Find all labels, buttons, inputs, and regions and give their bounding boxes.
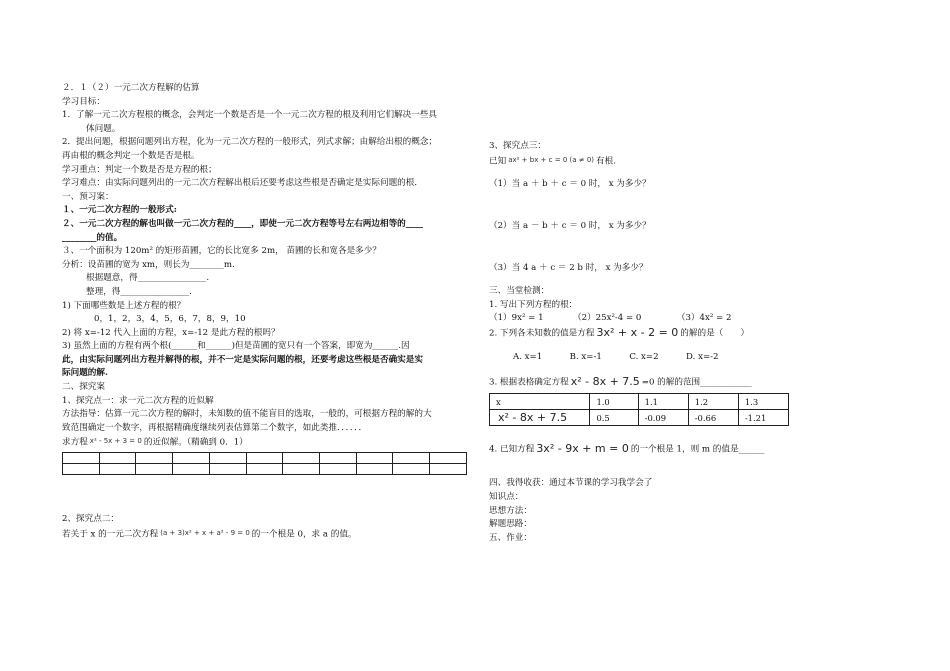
analysis-equation: 根据题意，得________________. (86, 273, 210, 284)
check-q1: 1. 写出下列方程的根： (489, 299, 578, 310)
table-cell: x (490, 394, 590, 410)
solving-ideas: 解题思路： (489, 519, 532, 530)
check-q1-items (489, 312, 789, 326)
goal-1: 1．了解一元二次方程根的概念，会判定一个数是否是一个一元二次方程的根及利用它们解决一些具 (62, 110, 438, 121)
goal-1-cont: 体问题。 (86, 123, 121, 134)
goals-heading: 学习目标： (62, 96, 105, 107)
given-suffix: 有根. (596, 155, 616, 166)
table-cell: 1.3 (738, 394, 788, 410)
explore-heading: 二、探究案 (62, 382, 105, 393)
check-q3 (489, 375, 789, 390)
table-cell[interactable] (246, 453, 283, 464)
table-cell[interactable] (393, 453, 430, 464)
table-cell[interactable] (283, 464, 320, 475)
right-column (489, 140, 789, 545)
task-suffix: 的一个根是 0，求 a 的值。 (251, 529, 357, 540)
table-cell: -1.21 (738, 410, 788, 426)
table-cell[interactable] (209, 453, 246, 464)
table-cell[interactable] (246, 464, 283, 475)
key-point: 学习重点：判定一个数是否是方程的根； (62, 164, 217, 175)
check-q1-b: （2）25x²-4 = 0 (573, 313, 642, 324)
table-cell[interactable] (283, 453, 320, 464)
table-cell: 1.0 (590, 394, 638, 410)
goal-2-cont: 再由根的概念判定一个数是否是根。 (62, 150, 200, 161)
table-cell: -0.66 (688, 410, 738, 426)
approx-task-suffix: 的近似解。（精确到 0．1） (143, 437, 248, 448)
given-prefix: 已知 (489, 155, 507, 166)
estimate-table (489, 393, 789, 426)
sub-q3-conclusion-cont: 际问题的解. (62, 368, 108, 379)
case-3: （3）当 4 a ＋ c ＝ 2 b 时， x 为多少？ (489, 262, 648, 273)
sub-q1: 1) 下面哪些数是上述方程的根？ (62, 300, 186, 311)
check-q2 (489, 326, 789, 341)
analysis-simplify: 整理，得________________. (86, 286, 192, 297)
knowledge-points: 知识点： (489, 491, 524, 502)
table-cell (490, 410, 590, 426)
table-cell: 0.5 (590, 410, 638, 426)
difficulty: 学习难点：由实际问题列出的一元二次方程解出根后还要考虑这些根是否确定是实际问题的根． (62, 178, 423, 189)
check-q4 (489, 442, 789, 457)
harvest-heading: 四、我得收获：通过本节课的学习我学会了 (489, 478, 653, 489)
left-column (62, 82, 480, 542)
table-cell[interactable] (63, 464, 100, 475)
task-prefix: 若关于 x 的一元二次方程 (62, 529, 159, 540)
table-cell[interactable] (173, 464, 210, 475)
table-cell: 1.2 (688, 394, 738, 410)
preview-q3: ３、一个面积为 120m² 的矩形苗圃，它的长比宽多 2m， 苗圃的长和宽各是多少？ (62, 246, 381, 257)
table-cell[interactable] (320, 464, 357, 475)
table-cell[interactable] (99, 464, 136, 475)
check-q1-c: （3）4x² = 2 (676, 313, 732, 324)
general-form-equation: ax² + bx + c = 0 (a ≠ 0) (508, 155, 595, 164)
thinking-methods: 思想方法： (489, 505, 532, 516)
check-q2-options (489, 351, 789, 365)
table-cell[interactable] (393, 464, 430, 475)
check-q3-suffix: =0 的解的范围____________ (641, 376, 752, 387)
check-q4-suffix: 的一个根是 1，则 m 的值是______ (630, 444, 765, 455)
option-c[interactable]: C. x=2 (629, 351, 659, 362)
explore-point-2-task (62, 527, 480, 542)
table-cell: -0.09 (638, 410, 688, 426)
estimate-table-header (490, 394, 789, 410)
explore-point-3: 3、探究点三： (489, 141, 547, 151)
check-q3-equation: x² - 8x + 7.5 (570, 374, 640, 388)
table-cell[interactable] (99, 453, 136, 464)
check-q1-a: （1）9x² = 1 (489, 313, 544, 324)
case-1: （1）当 a ＋ b ＋ c ＝ 0 时， x 为多少？ (489, 179, 651, 190)
goal-2: 2．提出问题，根据问题列出方程，化为一元二次方程的一般形式，列式求解；由解给出根的概念； (62, 137, 438, 148)
check-q4-prefix: 4. 已知方程 (489, 444, 535, 455)
section-title: ２．１（２）一元二次方程解的估算 (62, 83, 200, 93)
method-guide-cont: 致范围确定一个数字，再根据精确度继续列表估算第二个数字，如此类推．．．．．． (62, 422, 368, 433)
case-2: （2）当 a － b ＋ c ＝ 0 时， x 为多少？ (489, 221, 651, 232)
method-guide: 方法指导：估算一元二次方程的解时，未知数的值不能盲目的选取，一般的，可根据方程的解的大 (62, 409, 432, 420)
explore-point-1: 1、探究点一：求一元二次方程的近似解 (62, 395, 214, 406)
analysis-line: 分析：设苗圃的宽为 xm，则长为________m. (62, 259, 235, 270)
estimate-table-row (490, 410, 789, 426)
option-a[interactable]: A. x=1 (513, 351, 543, 362)
preview-q1: １、一元二次方程的一般形式: (62, 205, 177, 216)
homework-heading: 五、作业： (489, 532, 532, 543)
preview-heading: 一、预习案： (62, 191, 114, 202)
approx-equation: x² - 5x + 3 = 0 (89, 437, 142, 446)
check-heading: 三、当堂检测： (489, 286, 550, 297)
table-cell[interactable] (209, 464, 246, 475)
table-cell: 1.1 (638, 394, 688, 410)
table-cell[interactable] (320, 453, 357, 464)
table-cell[interactable] (430, 453, 467, 464)
row-label-formula: x² - 8x + 7.5 (498, 411, 568, 425)
approx-table (62, 452, 467, 475)
table-cell[interactable] (430, 464, 467, 475)
check-q2-prefix: 2. 下列各未知数的值是方程 (489, 328, 595, 339)
option-d[interactable]: D. x=-2 (686, 351, 719, 362)
preview-q2-cont: ________的值。 (62, 232, 123, 243)
sub-q2: 2) 将 x=-12 代入上面的方程，x=-12 是此方程的根吗？ (62, 327, 280, 338)
param-equation: (a + 3)x² + x + a² - 9 = 0 (160, 528, 250, 537)
table-cell[interactable] (173, 453, 210, 464)
table-cell[interactable] (356, 464, 393, 475)
approx-table-row-1 (63, 453, 467, 464)
candidate-numbers: 0，1，2，3，4，5，6，7，8，9，10 (94, 314, 246, 325)
check-q2-suffix: 的解的是（ ） (680, 328, 750, 339)
table-cell[interactable] (63, 453, 100, 464)
table-cell[interactable] (136, 453, 173, 464)
approx-task-prefix: 求方程 (62, 437, 88, 448)
given-line (489, 154, 789, 169)
option-b[interactable]: B. x=-1 (569, 351, 602, 362)
table-cell[interactable] (356, 453, 393, 464)
approx-task (62, 435, 480, 450)
sub-q3-conclusion: 此，由实际问题列出方程并解得的根，并不一定是实际问题的根，还要考虑这些根是否确实是实 (62, 354, 423, 365)
sub-q3: 3) 虽然上面的方程有两个根(______和______)但是苗圃的宽只有一个答案，即宽为______.因 (62, 341, 410, 352)
preview-q2: ２、一元二次方程的解也叫做一元二次方程的____，即使一元二次方程等号左右两边相等的____ (62, 218, 423, 229)
check-q2-equation: 3x² + x - 2 = 0 (596, 326, 679, 340)
approx-table-row-2 (63, 464, 467, 475)
check-q4-equation: 3x² - 9x + m = 0 (536, 442, 629, 456)
table-cell[interactable] (136, 464, 173, 475)
explore-point-2: 2、探究点二： (62, 514, 120, 525)
check-q3-prefix: 3. 根据表格确定方程 (489, 376, 569, 387)
